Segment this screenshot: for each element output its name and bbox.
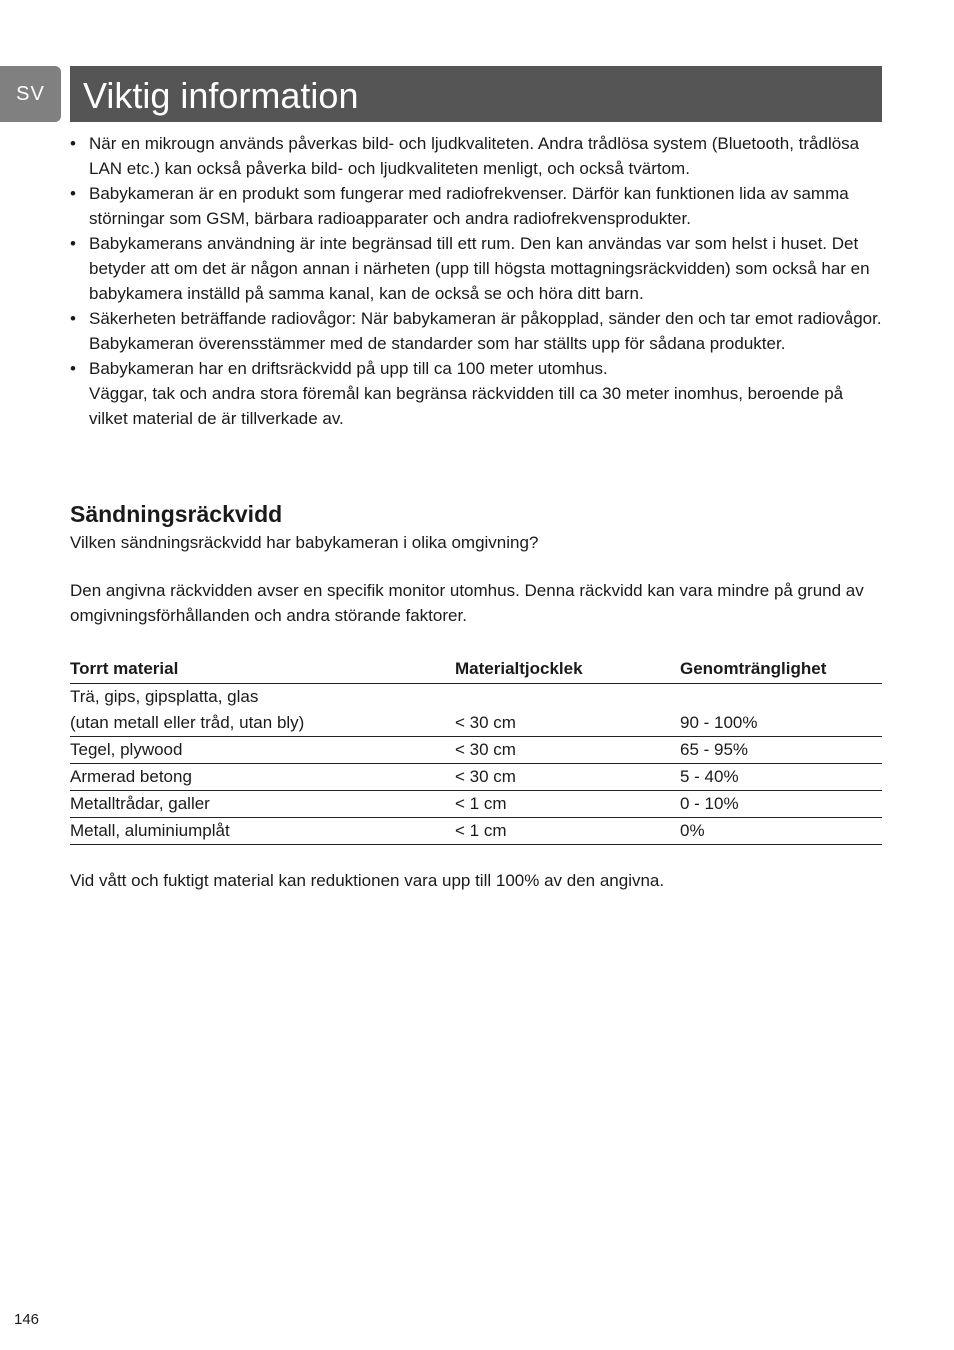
material-cell: (utan metall eller tråd, utan bly) <box>70 710 455 737</box>
column-header-penetration: Genomtränglighet <box>680 654 882 684</box>
material-cell: Metalltrådar, galler <box>70 791 455 818</box>
thickness-cell: < 1 cm <box>455 791 680 818</box>
page-number: 146 <box>14 1311 40 1328</box>
section-intro: Den angivna räckvidden avser en specifik monitor utomhus. Denna räckvidd kan vara mindre på grund av omgivningsförhållanden och andra störande faktorer. <box>70 581 864 625</box>
thickness-cell: < 30 cm <box>455 710 680 737</box>
penetration-cell: 0% <box>680 818 882 845</box>
penetration-cell: 90 - 100% <box>680 710 882 737</box>
page-title: Viktig information <box>70 66 882 122</box>
list-item: • Babykamerans användning är inte begränsad till ett rum. Den kan användas var som helst i huset. Det betyder att om det är någon annan i närheten (upp till högsta mottagningsräckvidden) som också har en babykamera inställd på samma kanal, kan de också se och höra ditt barn. <box>70 231 882 306</box>
table-row <box>70 684 882 711</box>
section-heading: Sändningsräckvidd <box>70 501 283 527</box>
penetration-cell: 5 - 40% <box>680 764 882 791</box>
list-item-line: Väggar, tak och andra stora föremål kan begränsa räckvidden till ca 30 meter inomhus, beroende på vilket material de är tillverkade av. <box>89 384 844 428</box>
material-cell: Tegel, plywood <box>70 737 455 764</box>
column-header-thickness: Materialtjocklek <box>455 654 680 684</box>
info-bullet-list <box>70 131 882 431</box>
table-row <box>70 764 882 791</box>
table-row <box>70 818 882 845</box>
thickness-cell: < 1 cm <box>455 818 680 845</box>
language-tab: SV <box>0 66 61 122</box>
list-item <box>70 356 882 431</box>
thickness-cell: < 30 cm <box>455 737 680 764</box>
material-cell: Trä, gips, gipsplatta, glas <box>70 687 259 706</box>
penetration-cell: 0 - 10% <box>680 791 882 818</box>
section-question: Vilken sändningsräckvidd har babykameran i olika omgivning? <box>70 533 539 552</box>
list-item-line: Babykameran har en driftsräckvidd på upp till ca 100 meter utomhus. <box>89 359 608 378</box>
footnote: Vid vått och fuktigt material kan reduktionen vara upp till 100% av den angivna. <box>70 871 665 890</box>
penetration-cell <box>680 684 882 711</box>
penetration-cell: 65 - 95% <box>680 737 882 764</box>
material-cell: Armerad betong <box>70 764 455 791</box>
list-item: • Babykameran är en produkt som fungerar med radiofrekvenser. Därför kan funktionen lida av samma störningar som GSM, bärbara radioapparater och andra radiofrekvensprodukter. <box>70 181 882 231</box>
table-header-row <box>70 654 882 684</box>
column-header-material: Torrt material <box>70 654 455 684</box>
list-item: • När en mikrougn används påverkas bild- och ljudkvaliteten. Andra trådlösa system (Bluetooth, trådlösa LAN etc.) kan också påverka bild- och ljudkvaliteten menligt, och också tvärtom. <box>70 131 882 181</box>
table-row <box>70 791 882 818</box>
table-row <box>70 737 882 764</box>
thickness-cell <box>455 684 680 711</box>
material-cell: Metall, aluminiumplåt <box>70 818 455 845</box>
list-item: • Säkerheten beträffande radiovågor: När babykameran är påkopplad, sänder den och tar emot radiovågor. Babykameran överensstämmer med de standarder som har ställts upp för sådana produkter. <box>70 306 882 356</box>
thickness-cell: < 30 cm <box>455 764 680 791</box>
range-table <box>70 654 882 845</box>
table-row <box>70 710 882 737</box>
